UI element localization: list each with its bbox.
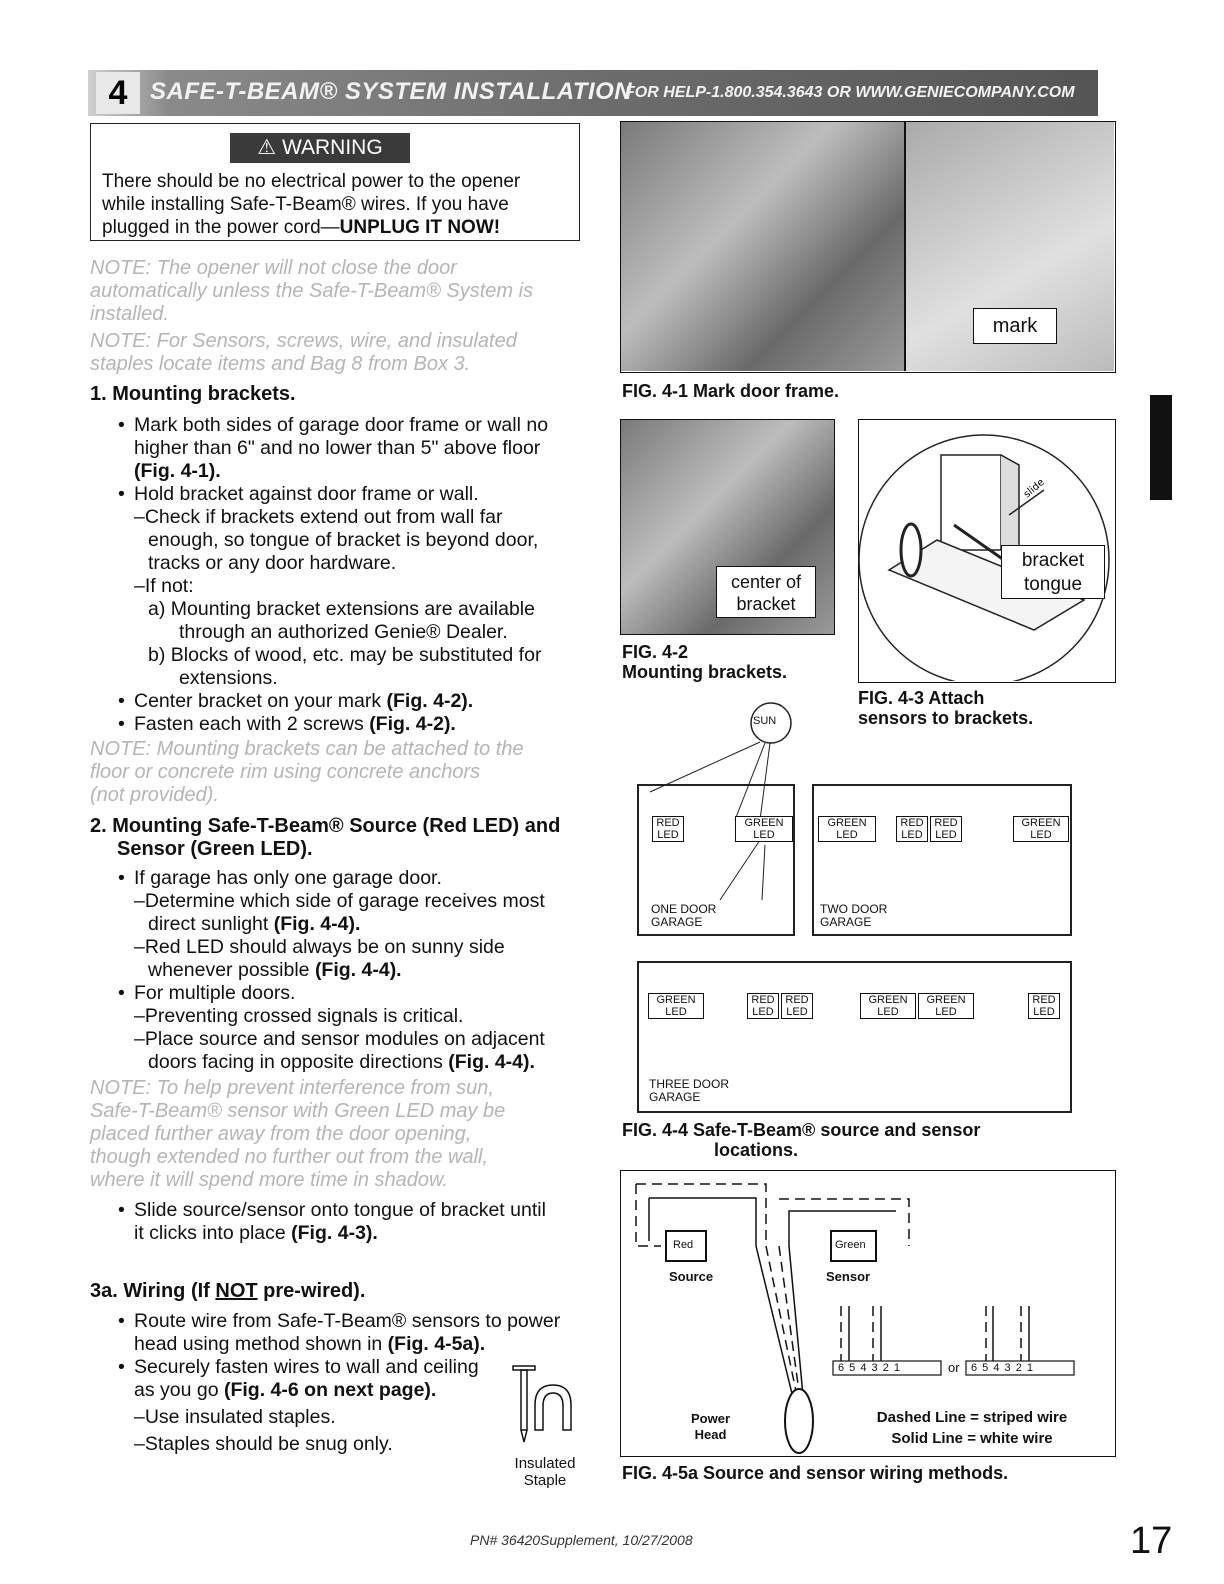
step3a-heading [90, 1280, 365, 1303]
caption-line: Mounting brackets. [622, 662, 788, 682]
section-tab-marker [1150, 395, 1172, 500]
step2-body [118, 867, 588, 1074]
center-of-bracket-label [716, 566, 816, 618]
text-line: • Slide source/sensor onto tongue of bracket until [134, 1199, 546, 1221]
caption-line: sensors to brackets. [858, 708, 1034, 728]
sensor-label: Sensor [826, 1269, 871, 1284]
text-line: head using method shown in [134, 1333, 388, 1355]
photo-measuring-tape [621, 122, 904, 371]
figure-ref: (Fig. 4-2). [386, 690, 474, 712]
part-number-footer: PN# 36420Supplement, 10/27/2008 [470, 1532, 693, 1548]
wiring-legend [847, 1407, 1097, 1449]
terminal-strip-label: 6 5 4 3 2 1 [971, 1362, 1034, 1374]
text-line: direct sunlight [148, 913, 274, 935]
note-line: NOTE: Mounting brackets can be attached to the [90, 738, 524, 760]
sub-item [118, 890, 588, 936]
note-opener [90, 257, 590, 326]
caption-line: FIG. 4-3 Attach [858, 688, 985, 708]
heading-text: 3a. Wiring (If [90, 1280, 216, 1302]
figure-4-1-frame [620, 121, 1116, 373]
label-line: Staple [523, 1472, 567, 1489]
label-line: tongue [1023, 574, 1083, 595]
warning-text [102, 170, 572, 239]
text-line: a) Mounting bracket extensions are available [148, 598, 535, 620]
label-line: center of [730, 572, 802, 592]
note-line: floor or concrete rim using concrete anchors [90, 761, 481, 783]
bracket-tongue-label [1001, 545, 1105, 599]
warning-badge-label: WARNING [281, 136, 383, 159]
figure-4-1-caption: FIG. 4-1 Mark door frame. [622, 381, 840, 401]
list-item [118, 713, 588, 736]
red-module-label: Red [673, 1239, 694, 1251]
legend-line: Solid Line = white wire [891, 1430, 1053, 1447]
power-head-label [691, 1411, 730, 1443]
green-led-label: GREEN LED [818, 816, 876, 842]
text-line: Center bracket on your mark [134, 690, 387, 712]
heading-line: 2. Mounting Safe-T-Beam® Source (Red LED) and [90, 815, 561, 837]
section-title: SAFE-T-BEAM® SYSTEM INSTALLATION [150, 78, 633, 105]
page-number: 17 [1130, 1520, 1173, 1562]
text-line: extensions. [179, 667, 278, 689]
text-line: as you go [134, 1379, 224, 1401]
label-line: GARAGE [649, 1090, 701, 1104]
list-item [118, 1310, 588, 1356]
list-item [118, 1199, 588, 1245]
red-led-label: RED LED [1028, 993, 1060, 1019]
text-line: –Check if brackets extend out from wall far [134, 506, 503, 528]
figure-ref: (Fig. 4-5a). [387, 1333, 486, 1355]
sub-item: –Preventing crossed signals is critical. [134, 1005, 464, 1027]
sub-sub-item [118, 598, 588, 644]
red-led-label: RED LED [896, 816, 928, 842]
label-line: ONE DOOR [651, 902, 717, 916]
note-line: NOTE: To help prevent interference from sun, [90, 1077, 494, 1099]
step2-slide [118, 1199, 588, 1245]
heading-emphasis: NOT [215, 1280, 258, 1302]
label-line: TWO DOOR [820, 902, 888, 916]
list-item: • Hold bracket against door frame or wall. [118, 483, 588, 506]
red-led-label: RED LED [652, 816, 684, 842]
label-line: bracket [736, 594, 796, 614]
green-led-label: GREEN LED [860, 993, 916, 1019]
text-line: –Determine which side of garage receives most [134, 890, 545, 912]
figure-ref: (Fig. 4-4). [314, 959, 402, 981]
text-line: • Route wire from Safe-T-Beam® sensors to power [134, 1310, 561, 1332]
sub-item [118, 936, 588, 982]
label-line: Head [694, 1427, 727, 1442]
label-line: Insulated [514, 1455, 576, 1472]
text-line: Fasten each with 2 screws [134, 713, 370, 735]
terminal-strip-label: 6 5 4 3 2 1 [838, 1362, 901, 1374]
step1-body [118, 414, 588, 736]
section-number: 4 [96, 72, 140, 114]
text-line: doors facing in opposite directions [148, 1051, 449, 1073]
note-line: Safe-T-Beam® sensor with Green LED may be [90, 1100, 506, 1122]
two-door-garage-label [820, 903, 887, 929]
note-line: installed. [90, 303, 169, 325]
step2-heading [90, 815, 590, 861]
warning-triangle-icon: ⚠ [257, 136, 282, 159]
note-line: where it will spend more time in shadow. [90, 1169, 448, 1191]
label-line: Power [691, 1411, 731, 1426]
green-led-label: GREEN LED [735, 816, 793, 842]
legend-line: Dashed Line = striped wire [876, 1409, 1068, 1426]
label-line: GARAGE [820, 915, 872, 929]
text-line: • Mark both sides of garage door frame or wall no [134, 414, 549, 436]
green-led-label: GREEN LED [648, 993, 704, 1019]
sub-sub-item [118, 644, 588, 690]
figure-4-4-caption [622, 1120, 980, 1160]
warning-line: There should be no electrical power to the opener [102, 171, 521, 192]
figure-ref: (Fig. 4-6 on next page). [223, 1379, 437, 1401]
label-line: GARAGE [651, 915, 703, 929]
list-item [118, 690, 588, 713]
text-line: –Red LED should always be on sunny side [134, 936, 505, 958]
note-line: though extended no further out from the wall, [90, 1146, 489, 1168]
figure-ref: (Fig. 4-3). [291, 1222, 378, 1244]
sub-item [118, 1028, 588, 1074]
label-line: bracket [1021, 550, 1085, 571]
text-line: b) Blocks of wood, etc. may be substituted for [148, 644, 542, 666]
three-door-garage-label [649, 1078, 729, 1104]
list-item [118, 414, 588, 483]
warning-badge [230, 133, 410, 163]
text-line: tracks or any door hardware. [148, 552, 397, 574]
heading-line: Sensor (Green LED). [117, 838, 313, 860]
text-line: whenever possible [148, 959, 315, 981]
warning-line: while installing Safe-T-Beam® wires. If you have [102, 194, 509, 215]
figure-ref: (Fig. 4-1). [134, 460, 221, 482]
sub-item: –Staples should be snug only. [134, 1433, 393, 1455]
caption-line: FIG. 4-2 [622, 642, 689, 662]
figure-4-5a-frame [620, 1170, 1116, 1457]
note-line: automatically unless the Safe-T-Beam® System is [90, 280, 534, 302]
caption-line: locations. [714, 1140, 799, 1160]
note-line: staples locate items and Bag 8 from Box 3. [90, 353, 471, 375]
source-label: Source [669, 1269, 714, 1284]
label-line: THREE DOOR [649, 1077, 730, 1091]
one-door-garage-label [651, 903, 716, 929]
slide-label: slide [1021, 476, 1047, 501]
figure-ref: (Fig. 4-4). [273, 913, 361, 935]
figure-4-5a-caption: FIG. 4-5a Source and sensor wiring methods. [622, 1463, 1009, 1483]
warning-line [102, 216, 572, 239]
red-led-label: RED LED [930, 816, 962, 842]
step1-heading: 1. Mounting brackets. [90, 383, 296, 405]
list-item: • If garage has only one garage door. [118, 867, 588, 890]
text-line: through an authorized Genie® Dealer. [179, 621, 508, 643]
note-line: NOTE: For Sensors, screws, wire, and insulated [90, 330, 517, 352]
red-led-label: RED LED [781, 993, 813, 1019]
note-line: NOTE: The opener will not close the door [90, 257, 457, 279]
text-line: –Place source and sensor modules on adjacent [134, 1028, 545, 1050]
note-brackets [90, 738, 590, 807]
text-line: enough, so tongue of bracket is beyond door, [148, 529, 539, 551]
list-item: • For multiple doors. [118, 982, 588, 1005]
text-line: it clicks into place [134, 1222, 292, 1244]
heading-text: pre-wired). [257, 1280, 366, 1302]
figure-4-3-frame [858, 419, 1116, 683]
text-line: higher than 6" and no lower than 5" above floor [134, 437, 541, 459]
sub-item [118, 506, 588, 575]
or-label: or [948, 1360, 960, 1375]
figure-4-2-caption [622, 642, 787, 682]
sun-label: SUN [753, 715, 777, 727]
note-line: placed further away from the door opening, [90, 1123, 472, 1145]
text-line: • Securely fasten wires to wall and ceiling [134, 1356, 479, 1378]
note-parts [90, 330, 590, 376]
sub-item: –If not: [134, 575, 194, 597]
caption-line: FIG. 4-4 Safe-T-Beam® source and sensor [622, 1120, 981, 1140]
figure-ref: (Fig. 4-4). [448, 1051, 535, 1073]
insulated-staple-icon [505, 1360, 585, 1455]
figure-ref: (Fig. 4-2). [369, 713, 456, 735]
warning-emphasis: UNPLUG IT NOW! [339, 217, 501, 238]
note-line: (not provided). [90, 784, 219, 806]
note-interference [90, 1077, 590, 1192]
staple-label [510, 1455, 580, 1489]
help-line: FOR HELP-1.800.354.3643 OR WWW.GENIECOMPANY.COM [625, 84, 1075, 101]
green-led-label: GREEN LED [1013, 816, 1069, 842]
red-led-label: RED LED [747, 993, 779, 1019]
green-led-label: GREEN LED [918, 993, 974, 1019]
sub-item: –Use insulated staples. [134, 1406, 336, 1428]
mark-label: mark [973, 308, 1057, 344]
green-module-label: Green [835, 1239, 866, 1251]
warning-line-text: plugged in the power cord— [102, 217, 340, 238]
